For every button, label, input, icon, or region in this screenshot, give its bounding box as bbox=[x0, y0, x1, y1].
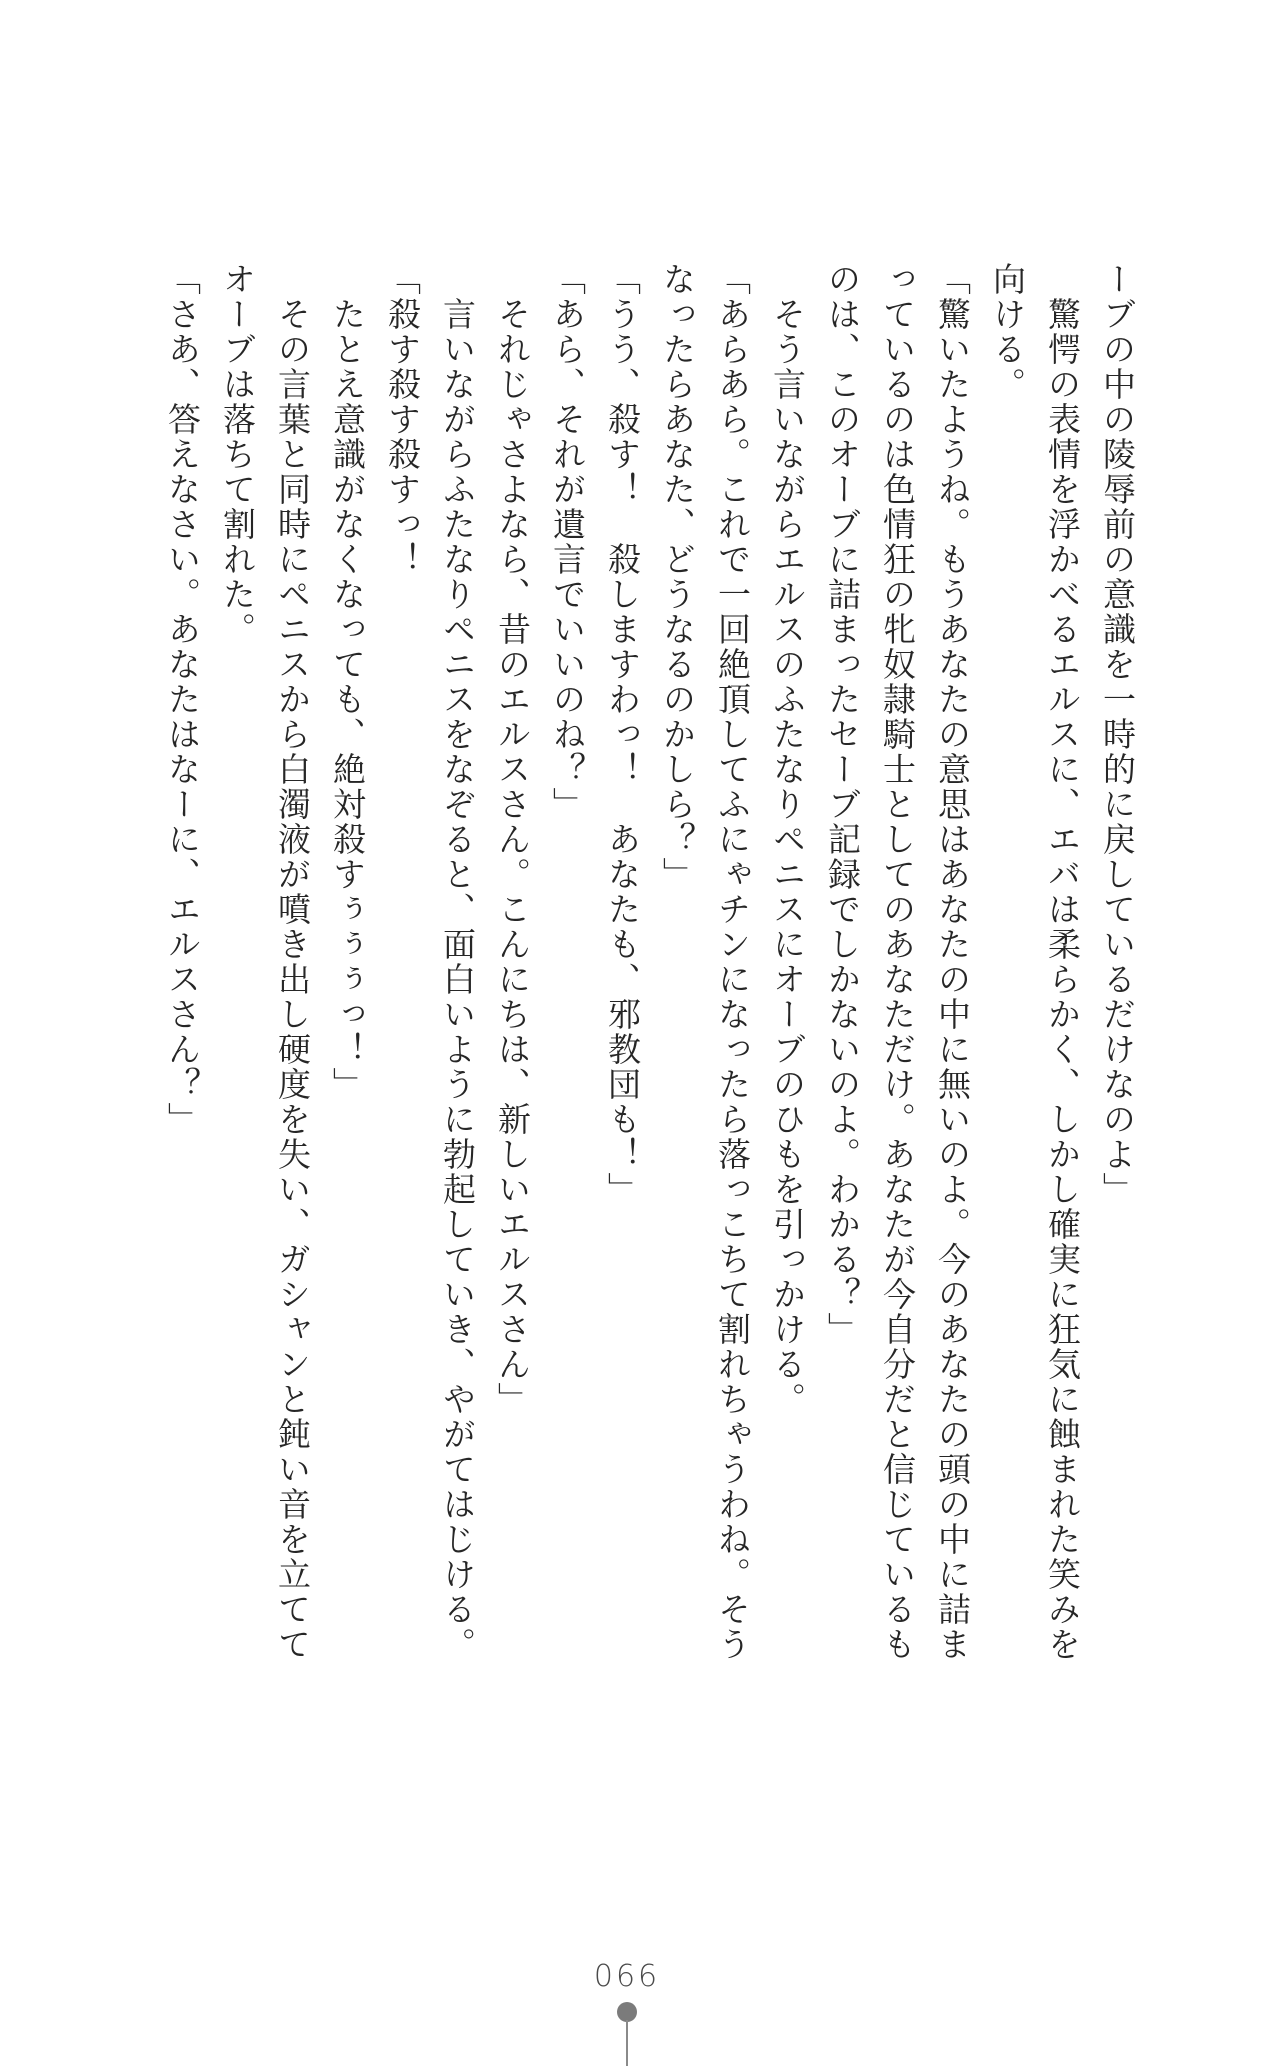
footer-rule bbox=[626, 2020, 628, 2066]
footer-dot-icon bbox=[617, 2002, 637, 2022]
text-line: っているのは色情狂の牝奴隷騎士としてのあなただけ。あなたが今自分だと信じているも bbox=[878, 262, 914, 1662]
text-line: 「あらあら。これで一回絶頂してふにゃチンになったら落っこちて割れちゃうわね。そう bbox=[713, 262, 749, 1662]
text-line: 「あら、それが遺言でいいのね？」 bbox=[548, 262, 584, 822]
text-block bbox=[153, 262, 1143, 1662]
text-line: 「さあ、答えなさい。あなたはなーに、エルスさん？」 bbox=[163, 262, 199, 1137]
text-line: ーブの中の陵辱前の意識を一時的に戻しているだけなのよ」 bbox=[1098, 262, 1134, 1207]
text-line: オーブは落ちて割れた。 bbox=[218, 262, 254, 647]
text-line: それじゃさよなら、昔のエルスさん。こんにちは、新しいエルスさん」 bbox=[493, 297, 529, 1417]
text-line: 言いながらふたなりペニスをなぞると、面白いように勃起していき、やがてはじける。 bbox=[438, 297, 474, 1662]
text-line: 向ける。 bbox=[988, 262, 1024, 402]
text-line: その言葉と同時にペニスから白濁液が噴き出し硬度を失い、ガシャンと鈍い音を立てて bbox=[273, 297, 309, 1662]
text-line: たとえ意識がなくなっても、絶対殺すぅぅぅっ！」 bbox=[328, 297, 364, 1102]
text-line: のは、このオーブに詰まったセーブ記録でしかないのよ。わかる？」 bbox=[823, 262, 859, 1347]
text-line: そう言いながらエルスのふたなりペニスにオーブのひもを引っかける。 bbox=[768, 297, 804, 1417]
text-line: なったらあなた、どうなるのかしら？」 bbox=[658, 262, 694, 892]
text-line: 「驚いたようね。もうあなたの意思はあなたの中に無いのよ。今のあなたの頭の中に詰ま bbox=[933, 262, 969, 1662]
text-line: 「うう、殺す！ 殺しますわっ！ あなたも、邪教団も！」 bbox=[603, 262, 639, 1207]
page-number: 066 bbox=[593, 1959, 661, 1994]
text-line: 「殺す殺す殺すっ！ bbox=[383, 262, 419, 577]
text-line: 驚愕の表情を浮かべるエルスに、エバは柔らかく、しかし確実に狂気に蝕まれた笑みを bbox=[1043, 297, 1079, 1662]
